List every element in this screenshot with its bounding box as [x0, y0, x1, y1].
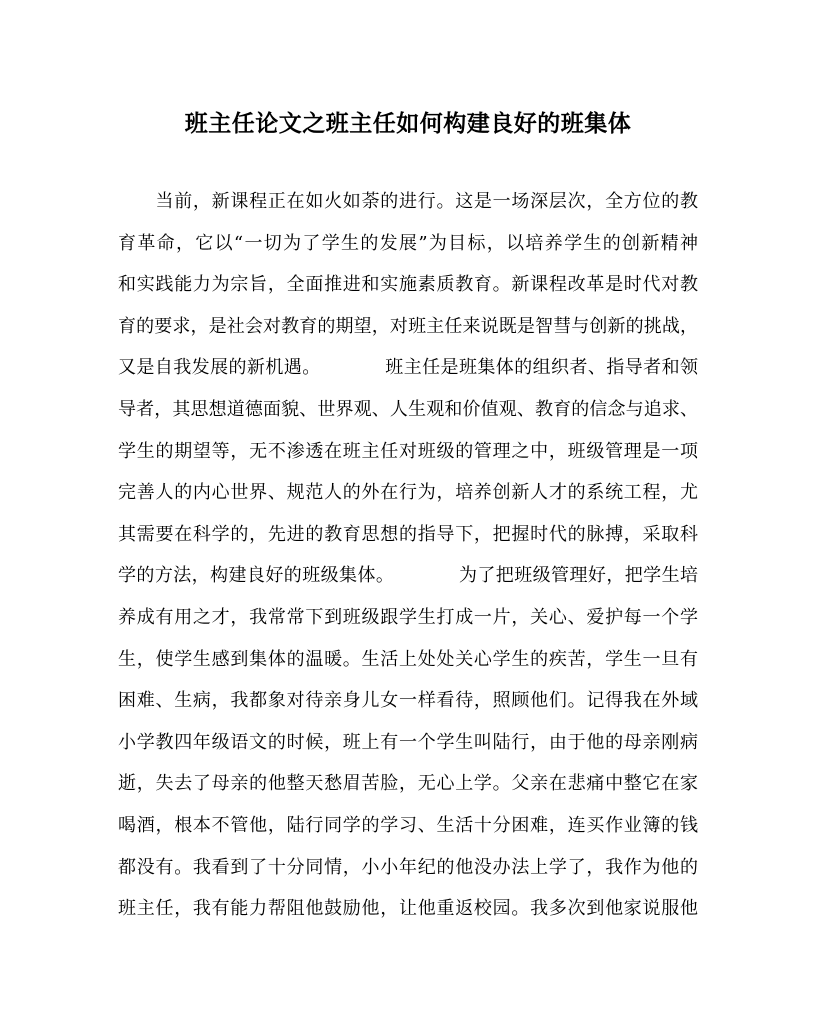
body-line: 生，使学生感到集体的温暖。生活上处处关心学生的疾苦，学生一旦有: [118, 648, 698, 670]
body-line: 班主任，我有能力帮阻他鼓励他，让他重返校园。我多次到他家说服他: [118, 898, 698, 920]
document-title: 班主任论文之班主任如何构建良好的班集体: [184, 110, 632, 137]
body-line: 其需要在科学的，先进的教育思想的指导下，把握时代的脉搏，采取科: [118, 523, 698, 545]
body-line: 学生的期望等，无不渗透在班主任对班级的管理之中，班级管理是一项: [118, 440, 698, 462]
body-line: 学的方法，构建良好的班级集体。 为了把班级管理好，把学生培: [118, 565, 698, 587]
body-line: 喝酒，根本不管他，陆行同学的学习、生活十分困难，连买作业簿的钱: [118, 814, 698, 836]
body-line: 又是自我发展的新机遇。 班主任是班集体的组织者、指导者和领: [118, 357, 698, 379]
body-line: 导者，其思想道德面貌、世界观、人生观和价值观、教育的信念与追求、: [118, 398, 698, 420]
body-line: 育革命，它以“一切为了学生的发展”为目标，以培养学生的创新精神: [118, 232, 698, 254]
body-line: 困难、生病，我都象对待亲身儿女一样看待，照顾他们。记得我在外域: [118, 690, 698, 712]
document-body: [118, 181, 698, 930]
body-line: 小学教四年级语文的时候，班上有一个学生叫陆行，由于他的母亲刚病: [118, 731, 698, 753]
body-line: 完善人的内心世界、规范人的外在行为，培养创新人才的系统工程，尤: [118, 482, 698, 504]
body-line: 当前，新课程正在如火如荼的进行。这是一场深层次，全方位的教: [118, 191, 698, 212]
body-line: 逝，失去了母亲的他整天愁眉苦脸，无心上学。父亲在悲痛中整它在家: [118, 773, 698, 795]
body-line: 育的要求，是社会对教育的期望，对班主任来说既是智彗与创新的挑战，: [118, 315, 698, 337]
body-line: 养成有用之才，我常常下到班级跟学生打成一片，关心、爱护每一个学: [118, 606, 698, 628]
body-line: 和实践能力为宗旨，全面推进和实施素质教育。新课程改革是时代对教: [118, 274, 698, 296]
body-line: 都没有。我看到了十分同情，小小年纪的他没办法上学了，我作为他的: [118, 856, 698, 878]
